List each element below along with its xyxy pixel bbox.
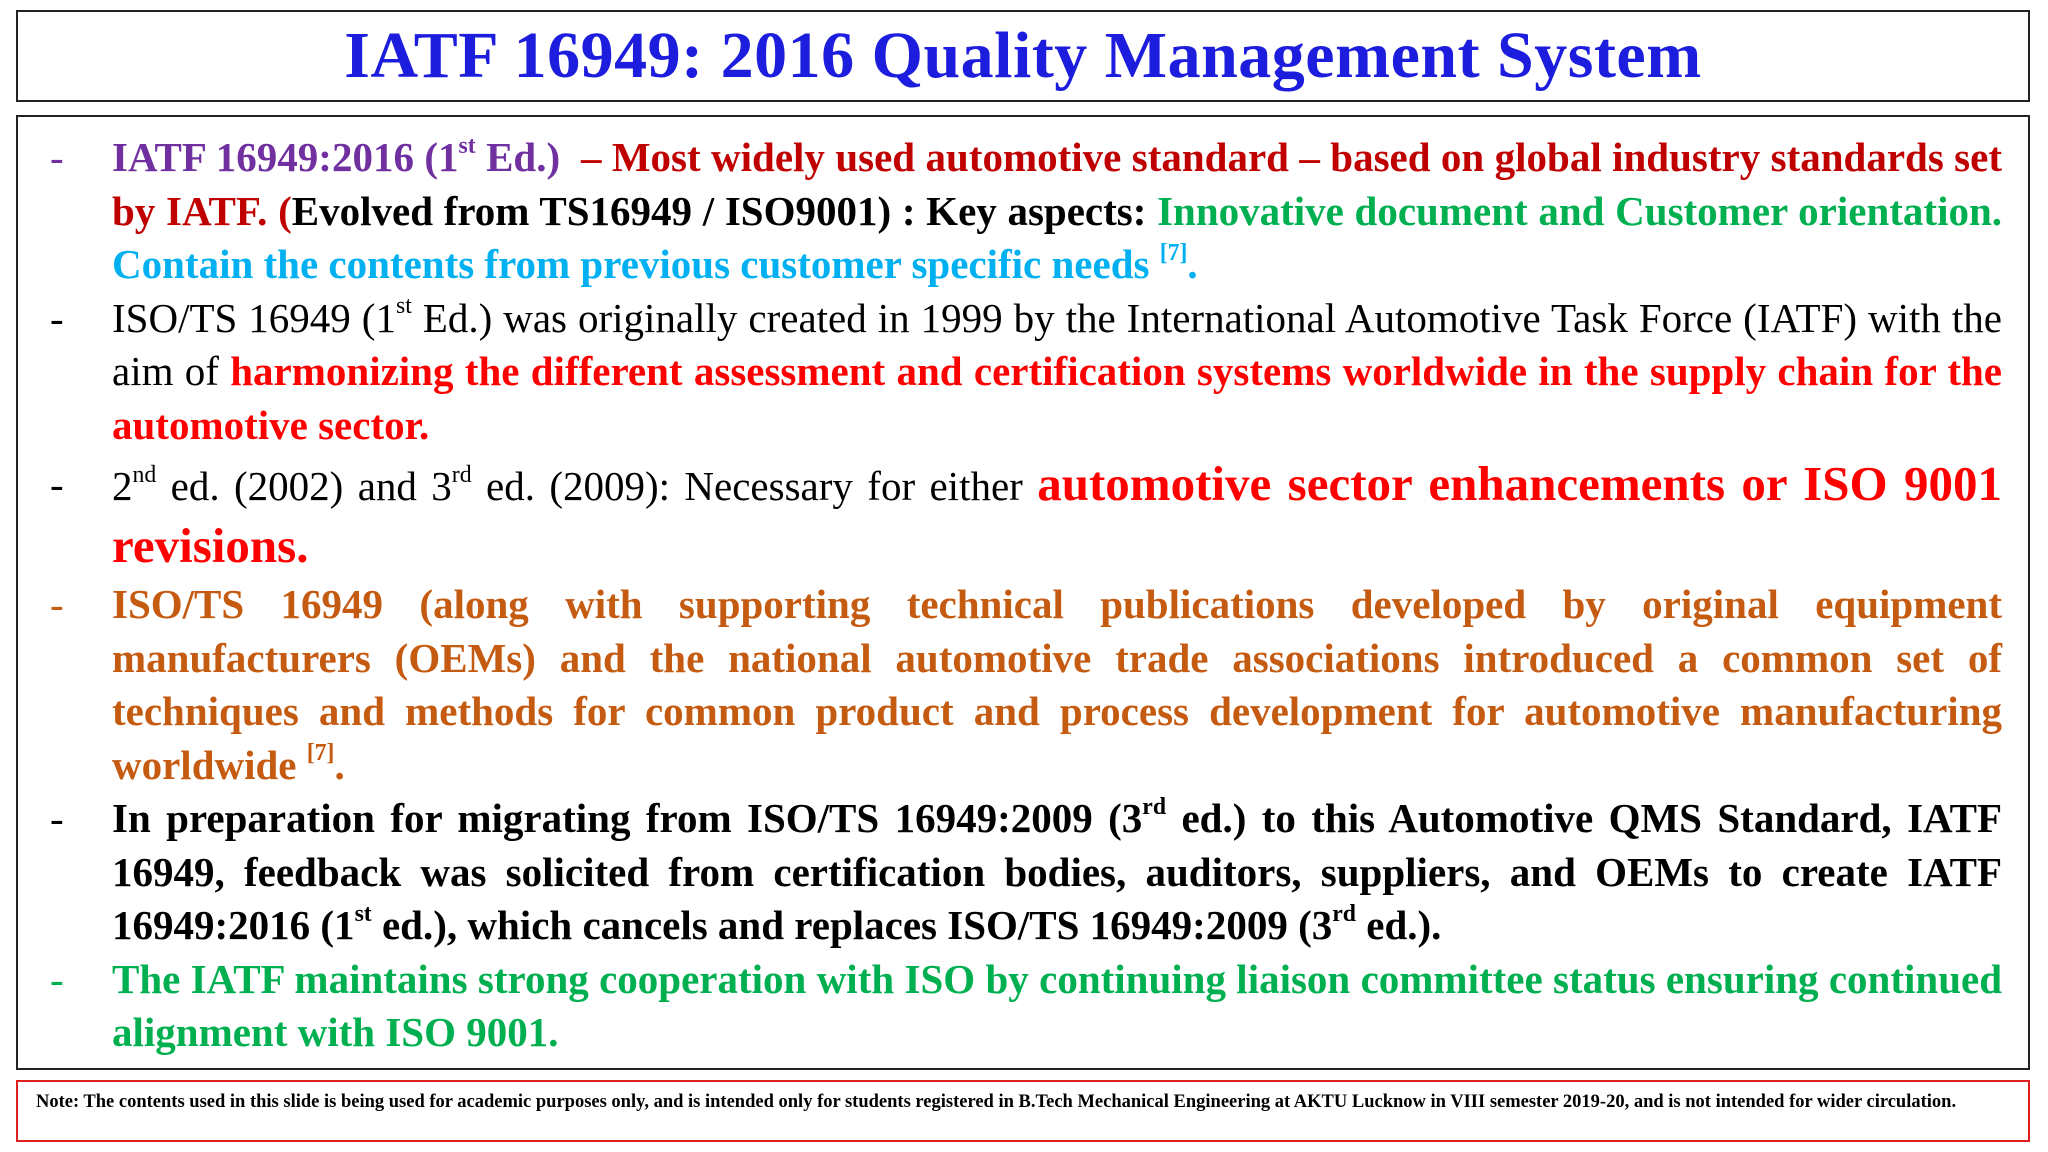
superscript: st bbox=[354, 900, 372, 927]
bullet-text: ed.) to this Automotive QMS Standard, IATF 16949, feedback was solicited from certification bodies, auditors, suppliers, and OEMs to create IATF 16949:2016 (1 bbox=[112, 795, 2002, 948]
bullet-dash: - bbox=[50, 134, 64, 180]
disclaimer-text: Note: The contents used in this slide is being used for academic purposes only, and is intended only for students registered in B.Tech Mechanical Engineering at AKTU Lucknow in VIII semester 2019-20, and is not intended for wider circulation. bbox=[36, 1092, 1957, 1112]
bullet-iso-ts-origin bbox=[42, 292, 2002, 453]
bullet-text: ed.), which cancels and replaces ISO/TS 16949:2009 (3 bbox=[371, 902, 1333, 948]
bullet-oem-publications bbox=[42, 578, 2002, 792]
bullet-text: . bbox=[1187, 241, 1198, 287]
bullet-iatf-2016 bbox=[42, 131, 2002, 292]
bullet-text: In preparation for migrating from ISO/TS 16949:2009 (3 bbox=[112, 795, 1143, 841]
superscript: rd bbox=[451, 461, 472, 488]
superscript: rd bbox=[1332, 900, 1357, 927]
superscript: rd bbox=[1142, 793, 1167, 820]
citation-ref: [7] bbox=[306, 740, 335, 767]
bullet-text: 2 bbox=[112, 463, 133, 509]
bullet-dash: - bbox=[50, 461, 64, 507]
bullet-text: The IATF maintains strong cooperation with ISO by continuing liaison committee status ensuring continued alignment with ISO 9001. bbox=[112, 955, 2002, 1055]
bullet-dash: - bbox=[50, 795, 64, 841]
bullet-dash: - bbox=[50, 581, 64, 627]
bullet-text: automotive sector enhancements or ISO 9001 revisions. bbox=[112, 456, 2002, 573]
superscript: st bbox=[458, 132, 476, 159]
superscript: st bbox=[395, 293, 412, 320]
bullet-editions bbox=[42, 454, 2002, 578]
bullet-text: harmonizing the different assessment and certification systems worldwide in the supply chain for the automotive sector. bbox=[112, 348, 2002, 448]
slide-title: IATF 16949: 2016 Quality Management System bbox=[344, 19, 1702, 92]
bullet-text: ed. (2002) and 3 bbox=[156, 463, 452, 509]
bullet-text: ( bbox=[267, 187, 292, 234]
superscript: nd bbox=[132, 461, 157, 488]
bullet-text: ed. (2009): Necessary for either bbox=[471, 463, 1038, 509]
bullet-text: ed.). bbox=[1356, 902, 1442, 948]
bullet-text: . bbox=[334, 741, 345, 788]
bullet-text: Innovative document and Customer orientation. bbox=[1157, 187, 2003, 234]
bullet-iso-cooperation bbox=[42, 953, 2002, 1060]
bullet-text: Contain the contents from previous customer specific needs bbox=[112, 241, 1160, 287]
bullet-text: Ed.) was originally created in 1999 by the International Automotive Task Force (IATF) with the aim of bbox=[112, 294, 2002, 394]
bullet-text: IATF 16949:2016 (1 bbox=[112, 134, 459, 180]
bullet-migration bbox=[42, 792, 2002, 953]
bullet-text: – Most widely used automotive standard – based on global industry standards set by IATF. bbox=[112, 134, 2002, 234]
bullet-text: Evolved from TS16949 / ISO9001) : Key aspects: bbox=[291, 187, 1158, 234]
title-banner bbox=[16, 10, 2030, 102]
bullet-text: ISO/TS 16949 (along with supporting technical publications developed by original equipment manufacturers (OEMs) and the national automotive trade associations introduced a common set of techniques and methods for common product and process development for automotive manufacturing worldwide bbox=[112, 581, 2002, 788]
citation-ref: [7] bbox=[1159, 239, 1188, 266]
bullet-dash: - bbox=[50, 294, 64, 341]
bullet-text: ISO/TS 16949 (1 bbox=[112, 294, 396, 341]
content-panel bbox=[16, 115, 2030, 1070]
bullet-dash: - bbox=[50, 955, 64, 1002]
bullet-text: Ed.) bbox=[475, 134, 561, 180]
disclaimer-note bbox=[16, 1080, 2030, 1142]
